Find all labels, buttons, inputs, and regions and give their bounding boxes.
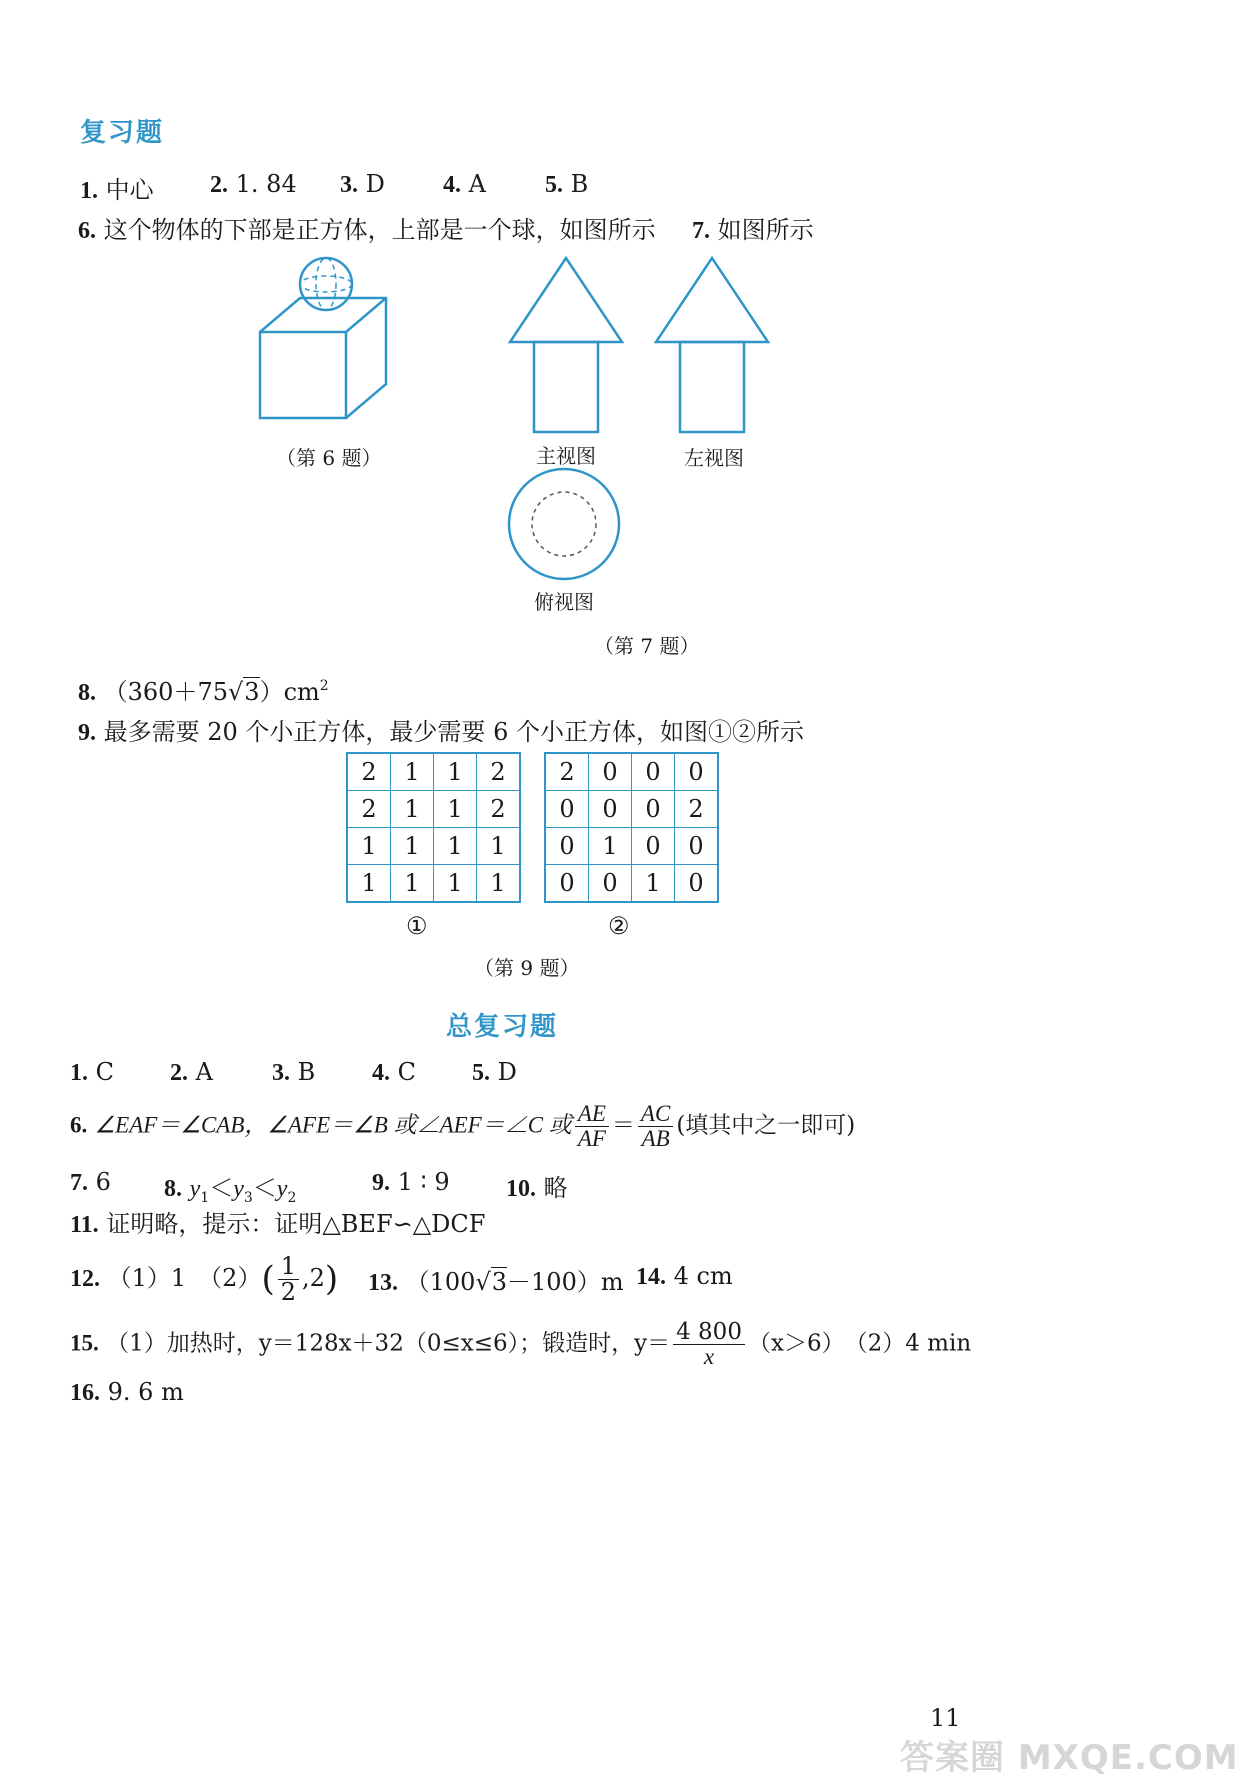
- answer-row-s2-15: [70, 1320, 971, 1369]
- answer: 证明略，提示：证明△BEF∽△DCF: [106, 1210, 486, 1238]
- answer-close: ）cm: [259, 678, 320, 706]
- numerator: 1: [278, 1254, 299, 1280]
- answer: 略: [543, 1174, 568, 1202]
- q-number: 9.: [372, 1170, 390, 1196]
- answer: D: [365, 170, 385, 198]
- var-y: y: [189, 1176, 201, 1202]
- q-number: 14.: [636, 1264, 666, 1290]
- answer-part: （1）1 （2）: [107, 1264, 262, 1293]
- left-view-triangle: [656, 258, 768, 342]
- q-number: 15.: [70, 1330, 99, 1356]
- top-view-label: 俯视图: [534, 590, 594, 614]
- grid-2: [544, 752, 719, 903]
- front-view-triangle: [510, 258, 622, 342]
- grid-1-label: ①: [406, 912, 428, 940]
- q-number: 16.: [70, 1380, 100, 1406]
- answer: B: [297, 1058, 316, 1086]
- paren-right: ): [324, 1259, 339, 1300]
- fig6-caption: （第 6 题）: [276, 446, 382, 470]
- sqrt-sign: √: [228, 678, 244, 706]
- exponent: 2: [319, 678, 329, 694]
- cube-front-face: [260, 332, 346, 418]
- front-view-rect: [534, 342, 598, 432]
- answer-close: －100）m: [507, 1268, 624, 1296]
- grid-cell: 1: [391, 828, 434, 865]
- section-title-general-review: 总复习题: [446, 1012, 559, 1042]
- answer-tail: (填其中之一即可): [676, 1112, 856, 1139]
- sqrt-radicand: 3: [244, 678, 260, 706]
- answer: 1. 84: [235, 170, 297, 198]
- q-number: 6.: [78, 218, 96, 244]
- grid-cell: 2: [675, 791, 719, 828]
- q-number: 5.: [545, 172, 563, 198]
- q-number: 6.: [70, 1112, 88, 1138]
- grid-cell: 1: [434, 791, 477, 828]
- grid-cell: 0: [545, 791, 589, 828]
- denominator: 2: [280, 1278, 296, 1307]
- q-number: 1.: [80, 178, 98, 204]
- cube-back-edges: [260, 298, 386, 418]
- grid-cell: 1: [589, 828, 632, 865]
- fraction-half: [278, 1254, 299, 1305]
- q-number: 8.: [78, 680, 96, 706]
- denominator: AF: [577, 1126, 606, 1152]
- left-view-label: 左视图: [684, 446, 744, 470]
- fig7-caption: （第 7 题）: [594, 634, 700, 658]
- answer-part: ∠EAF＝∠CAB，∠AFE＝∠B 或∠AEF＝∠C 或: [94, 1112, 572, 1138]
- grid-cell: 0: [675, 865, 719, 903]
- q-number: 3.: [272, 1060, 290, 1086]
- answer: 最多需要 20 个小正方体，最少需要 6 个小正方体，如图①②所示: [103, 718, 804, 746]
- answer: A: [195, 1058, 213, 1086]
- answer: 这个物体的下部是正方体，上部是一个球，如图所示: [103, 216, 656, 244]
- grid-cell: 2: [477, 753, 521, 791]
- left-view-rect: [680, 342, 744, 432]
- grid-cell: 1: [434, 753, 477, 791]
- grid-cell: 2: [545, 753, 589, 791]
- q-number: 10.: [506, 1176, 536, 1202]
- cube-top-edge: [346, 298, 386, 332]
- sphere: [300, 258, 352, 310]
- grid-cell: 1: [347, 828, 391, 865]
- answer: 4 cm: [673, 1262, 733, 1290]
- grid-cell: 1: [391, 865, 434, 903]
- answer-row-s2-6: [70, 1102, 855, 1151]
- front-view-label: 主视图: [536, 444, 596, 468]
- equals: ＝: [611, 1112, 635, 1139]
- answer: 如图所示: [717, 216, 814, 244]
- answer-row-s2-11: [70, 1204, 485, 1239]
- grid-cell: 1: [632, 865, 675, 903]
- var-y: y: [233, 1176, 244, 1202]
- paren-left: (: [261, 1259, 275, 1300]
- answer: B: [570, 170, 589, 198]
- fraction-4800-x: [673, 1320, 745, 1369]
- grid-cell: 1: [477, 865, 521, 903]
- fraction-ae-af: [575, 1102, 609, 1151]
- grid-cell: 0: [632, 791, 675, 828]
- q-number: 7.: [692, 218, 710, 244]
- answer: 6: [95, 1168, 111, 1196]
- subscript: 1: [200, 1190, 210, 1206]
- answer-part: （x＞6） （2）4 min: [747, 1330, 972, 1357]
- answer-row-9: [78, 712, 804, 747]
- grid-cell: 0: [632, 828, 675, 865]
- subscript: 2: [287, 1190, 297, 1206]
- less-than: ＜: [209, 1174, 234, 1202]
- grid-cell: 1: [477, 828, 521, 865]
- numerator: AE: [575, 1102, 609, 1127]
- fig9-caption: （第 9 题）: [474, 956, 580, 980]
- sqrt-radicand: 3: [491, 1268, 508, 1296]
- subscript: 3: [243, 1190, 253, 1206]
- q-number: 5.: [472, 1060, 490, 1086]
- grid-1: [346, 752, 521, 903]
- grid-cell: 0: [589, 865, 632, 903]
- grid-cell: 0: [589, 791, 632, 828]
- q-number: 12.: [70, 1266, 100, 1293]
- q-number: 11.: [70, 1212, 99, 1238]
- grid-cell: 0: [632, 753, 675, 791]
- sqrt-sign: √: [475, 1268, 491, 1296]
- q-number: 2.: [210, 172, 228, 198]
- less-than: ＜: [252, 1174, 277, 1202]
- q-number: 8.: [164, 1176, 182, 1202]
- answer-row-8: [78, 672, 329, 707]
- watermark: 答案圈 MXQE.COM: [900, 1738, 1239, 1778]
- grid-cell: 0: [589, 753, 632, 791]
- grid-cell: 2: [347, 753, 391, 791]
- answer-open: （100: [405, 1268, 476, 1296]
- grid-cell: 0: [675, 828, 719, 865]
- answer: D: [497, 1058, 517, 1086]
- top-view-figure: [509, 469, 619, 579]
- section-title-review: 复习题: [80, 118, 165, 148]
- grid-cell: 0: [675, 753, 719, 791]
- grid-cell: 0: [545, 828, 589, 865]
- answer-rest: ,2: [302, 1264, 325, 1293]
- page-number: 11: [930, 1704, 961, 1732]
- answer: 9. 6 m: [107, 1378, 184, 1406]
- grid-cell: 1: [347, 865, 391, 903]
- top-view-inner-circle: [532, 492, 596, 556]
- sphere-meridian: [316, 258, 336, 310]
- grid-cell: 1: [434, 828, 477, 865]
- fraction-ac-ab: [638, 1102, 673, 1151]
- numerator: 4 800: [673, 1320, 745, 1345]
- grid-cell: 1: [391, 753, 434, 791]
- q-number: 3.: [340, 172, 358, 198]
- grid-cell: 1: [391, 791, 434, 828]
- answer: C: [95, 1058, 115, 1086]
- q-number: 9.: [78, 720, 96, 746]
- front-view-figure: [510, 258, 622, 432]
- grid-cell: 0: [545, 865, 589, 903]
- top-view-outer-circle: [509, 469, 619, 579]
- grid-cell: 2: [477, 791, 521, 828]
- answer: 中心: [105, 176, 154, 204]
- grid-2-label: ②: [608, 912, 630, 940]
- q-number: 4.: [443, 172, 461, 198]
- q-number: 1.: [70, 1060, 88, 1086]
- denominator: AB: [641, 1126, 670, 1152]
- answer-open: （360＋75: [103, 678, 228, 706]
- var-y: y: [276, 1176, 288, 1202]
- answer-part: （1）加热时，y＝128x＋32（0≤x≤6）；锻造时，y＝: [106, 1330, 671, 1357]
- cube-with-sphere-figure: [260, 258, 386, 418]
- answer: C: [397, 1058, 417, 1086]
- denominator: x: [703, 1344, 715, 1370]
- answer: A: [468, 170, 486, 198]
- q-number: 7.: [70, 1170, 88, 1196]
- answer: 1 ∶ 9: [397, 1168, 450, 1196]
- grid-cell: 1: [434, 865, 477, 903]
- numerator: AC: [638, 1102, 673, 1127]
- left-view-figure: [656, 258, 768, 432]
- answer-row-s2-16: [70, 1378, 184, 1407]
- q-number: 4.: [372, 1060, 390, 1086]
- grid-cell: 2: [347, 791, 391, 828]
- sphere-equator: [300, 276, 352, 292]
- q-number: 2.: [170, 1060, 188, 1086]
- q-number: 13.: [368, 1270, 398, 1296]
